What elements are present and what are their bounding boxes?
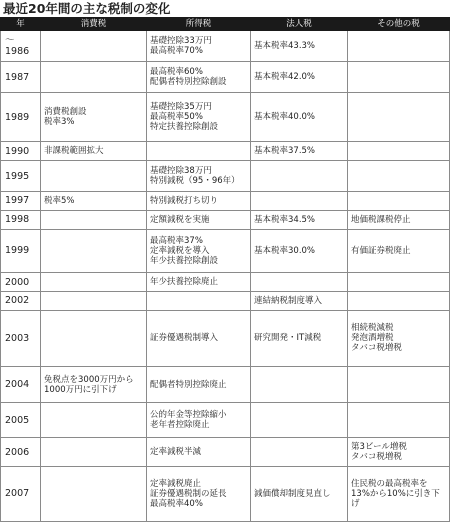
corporate-tax-cell: 基本税率40.0%	[251, 93, 348, 142]
year-cell: 1995	[1, 160, 41, 191]
income-tax-cell: 基礎控除33万円 最高税率70%	[147, 31, 251, 62]
consumption-tax-cell: 消費税創設 税率3%	[41, 93, 147, 142]
header-corporate-tax: 法人税	[251, 18, 348, 31]
table-row	[1, 160, 450, 191]
year-cell: 1990	[1, 142, 41, 161]
other-taxes-cell	[348, 273, 450, 292]
header-other-taxes: その他の税	[348, 18, 450, 31]
table-header-row	[1, 18, 450, 31]
consumption-tax-cell	[41, 292, 147, 311]
table-row	[1, 62, 450, 93]
consumption-tax-cell	[41, 438, 147, 467]
table-row	[1, 438, 450, 467]
income-tax-cell	[147, 142, 251, 161]
table-row	[1, 466, 450, 521]
year-cell: 2006	[1, 438, 41, 467]
other-taxes-cell	[348, 62, 450, 93]
corporate-tax-cell	[251, 192, 348, 211]
corporate-tax-cell	[251, 160, 348, 191]
other-taxes-cell	[348, 31, 450, 62]
table-row	[1, 192, 450, 211]
income-tax-cell: 最高税率37% 定率減税を導入 年少扶養控除創設	[147, 229, 251, 273]
income-tax-cell: 証券優遇税制導入	[147, 310, 251, 366]
year-cell: 1999	[1, 229, 41, 273]
income-tax-cell: 基礎控除38万円 特別減税（95・96年）	[147, 160, 251, 191]
other-taxes-cell: 有価証券税廃止	[348, 229, 450, 273]
other-taxes-cell	[348, 142, 450, 161]
corporate-tax-cell: 基本税率42.0%	[251, 62, 348, 93]
income-tax-cell: 公的年金等控除縮小 老年者控除廃止	[147, 403, 251, 438]
table-row	[1, 310, 450, 366]
corporate-tax-cell: 研究開発・IT減税	[251, 310, 348, 366]
table-row	[1, 292, 450, 311]
other-taxes-cell	[348, 192, 450, 211]
year-cell: 2000	[1, 273, 41, 292]
consumption-tax-cell	[41, 229, 147, 273]
income-tax-cell: 配偶者特別控除廃止	[147, 366, 251, 402]
other-taxes-cell	[348, 160, 450, 191]
table-body	[1, 31, 450, 522]
other-taxes-cell	[348, 292, 450, 311]
other-taxes-cell: 第3ビール増税 タバコ税増税	[348, 438, 450, 467]
corporate-tax-cell	[251, 403, 348, 438]
tax-history-table	[0, 17, 450, 522]
consumption-tax-cell	[41, 62, 147, 93]
header-year: 年	[1, 18, 41, 31]
corporate-tax-cell	[251, 366, 348, 402]
table-row	[1, 93, 450, 142]
year-cell: 2002	[1, 292, 41, 311]
year-cell: 2004	[1, 366, 41, 402]
consumption-tax-cell: 税率5%	[41, 192, 147, 211]
consumption-tax-cell	[41, 310, 147, 366]
income-tax-cell	[147, 292, 251, 311]
consumption-tax-cell	[41, 466, 147, 521]
other-taxes-cell	[348, 403, 450, 438]
other-taxes-cell: 地価税課税停止	[348, 210, 450, 229]
consumption-tax-cell: 非課税範囲拡大	[41, 142, 147, 161]
table-row	[1, 229, 450, 273]
income-tax-cell: 定額減税を実施	[147, 210, 251, 229]
table-row	[1, 273, 450, 292]
corporate-tax-cell: 基本税率30.0%	[251, 229, 348, 273]
table-row	[1, 31, 450, 62]
consumption-tax-cell	[41, 273, 147, 292]
table-row	[1, 366, 450, 402]
consumption-tax-cell: 免税点を3000万円から1000万円に引下げ	[41, 366, 147, 402]
year-cell: 1998	[1, 210, 41, 229]
income-tax-cell: 基礎控除35万円 最高税率50% 特定扶養控除創設	[147, 93, 251, 142]
income-tax-cell: 定率減税廃止 証券優遇税制の延長 最高税率40%	[147, 466, 251, 521]
corporate-tax-cell: 減価償却制度見直し	[251, 466, 348, 521]
consumption-tax-cell	[41, 210, 147, 229]
consumption-tax-cell	[41, 160, 147, 191]
year-cell: 1987	[1, 62, 41, 93]
page-title: 最近20年間の主な税制の変化	[3, 1, 171, 16]
table-row	[1, 403, 450, 438]
year-cell: 2005	[1, 403, 41, 438]
consumption-tax-cell	[41, 403, 147, 438]
corporate-tax-cell: 基本税率43.3%	[251, 31, 348, 62]
year-cell: 2007	[1, 466, 41, 521]
table-row	[1, 142, 450, 161]
income-tax-cell: 最高税率60% 配偶者特別控除創設	[147, 62, 251, 93]
corporate-tax-cell	[251, 438, 348, 467]
other-taxes-cell: 相続税減税 発泡酒増税 タバコ税増税	[348, 310, 450, 366]
income-tax-cell: 特別減税打ち切り	[147, 192, 251, 211]
year-cell: 1997	[1, 192, 41, 211]
year-cell: 1989	[1, 93, 41, 142]
consumption-tax-cell	[41, 31, 147, 62]
other-taxes-cell: 住民税の最高税率を13%から10%に引き下げ	[348, 466, 450, 521]
corporate-tax-cell: 基本税率34.5%	[251, 210, 348, 229]
year-cell: ～ 1986	[1, 31, 41, 62]
corporate-tax-cell: 基本税率37.5%	[251, 142, 348, 161]
header-income-tax: 所得税	[147, 18, 251, 31]
income-tax-cell: 定率減税半減	[147, 438, 251, 467]
income-tax-cell: 年少扶養控除廃止	[147, 273, 251, 292]
other-taxes-cell	[348, 366, 450, 402]
other-taxes-cell	[348, 93, 450, 142]
year-cell: 2003	[1, 310, 41, 366]
header-consumption-tax: 消費税	[41, 18, 147, 31]
corporate-tax-cell: 連結納税制度導入	[251, 292, 348, 311]
corporate-tax-cell	[251, 273, 348, 292]
table-row	[1, 210, 450, 229]
